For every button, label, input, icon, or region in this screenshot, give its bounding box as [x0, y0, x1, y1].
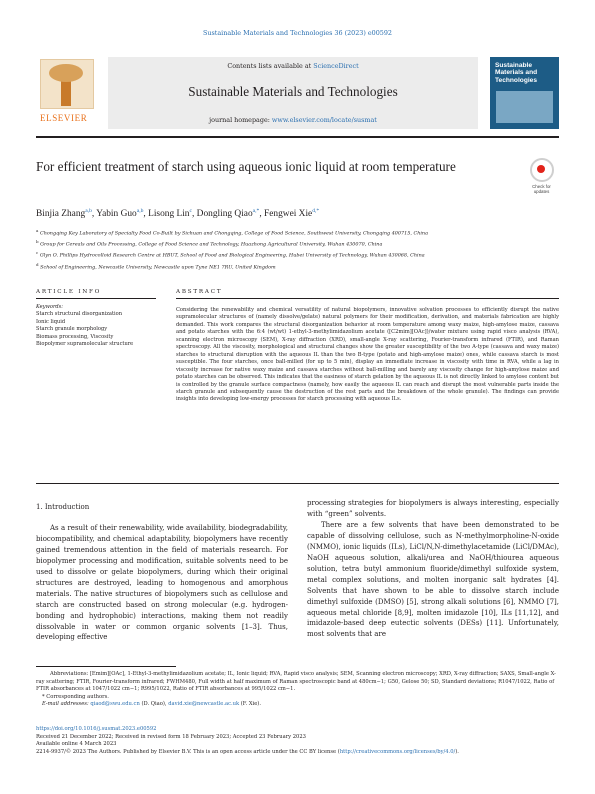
- body-paragraph: There are a few solvents that have been demonstrated to be capable of dissolving cellulose, such as N-methylmorpholine-N-oxide (NMMO), ionic liquids (ILs), LiCl/N,N-dimethylacetamide (LiCl/DMAc), NaOH aqueous solution, alkali/urea and NaOH/thiourea aqueous solution, tetra butyl ammonium fluoride/dimethyl sulfoxide system, metal complex solutions, and molten inorganic salt hydrates [4]. Solvents that have shown to be able to dissolve starch include dimethyl sulfoxide (DMSO) [5], strong alkali solutions [6], NMMO [7], aqueous metal chloride [8,9], molten imidazole [10], ILs [11,12], and imidazole-based deep eutectic solvents (DESs) [11]. Unfortunately, most solvents that are: [307, 520, 559, 639]
- email-link[interactable]: david.xie@newcastle.ac.uk: [168, 701, 240, 708]
- section-heading-introduction: 1. Introduction: [36, 503, 90, 511]
- body-paragraph: processing strategies for biopolymers is always interesting, especially with “green” solvents.: [307, 499, 559, 518]
- contents-line: Contents lists available at ScienceDirect: [227, 62, 359, 70]
- keyword-item: Biomass processing, Viscosity: [36, 333, 114, 340]
- homepage-link[interactable]: www.elsevier.com/locate/susmat: [271, 116, 377, 124]
- abstract-rule: [176, 298, 559, 299]
- author-affiliation-marker[interactable]: a,b: [85, 208, 92, 214]
- keyword-item: Ionic liquid: [36, 318, 66, 325]
- affiliation-item: $^c$ Glyn O. Phillips Hydrocolloid Research Centre at HBUT, School of Food and Biological Engineering, Hubei University of Technology, Wuhan 430068, China: [36, 250, 425, 260]
- license-line: 2214-9937/© 2023 The Authors. Published by Elsevier B.V. This is an open access article under the CC BY license (http://creativecommons.org/licenses/by/4.0/).: [36, 748, 459, 755]
- author-name[interactable]: Binjia Zhang: [36, 209, 86, 220]
- author-name[interactable]: Yabin Guo: [96, 209, 137, 220]
- keywords-label: Keywords:: [36, 304, 64, 310]
- author-name[interactable]: Fengwei Xie: [264, 209, 313, 220]
- abstract-heading: ABSTRACT: [176, 289, 223, 295]
- corresponding-note: * Corresponding authors.: [42, 693, 109, 700]
- elsevier-tree-icon: [40, 59, 94, 109]
- author-list: Binjia Zhang$^{a,b}$, Yabin Guo$^{a,b}$, Lisong Lin$^c$, Dongling Qiao$^{a,*}$, Fengwei Xie$^{d,*}$: [36, 208, 320, 220]
- cover-image: [496, 91, 553, 123]
- body-column-right: [307, 498, 559, 640]
- keyword-item: Starch granule morphology: [36, 326, 108, 333]
- article-info-heading: ARTICLE INFO: [36, 289, 102, 295]
- history-dates: Received 21 December 2022; Received in revised form 18 February 2023; Accepted 23 February 2023: [36, 733, 306, 740]
- affiliation-item: $^d$ School of Engineering, Newcastle University, Newcastle upon Tyne NE1 7RU, United Kingdom: [36, 261, 276, 271]
- keyword-item: Starch structural disorganization: [36, 311, 122, 318]
- journal-title: Sustainable Materials and Technologies: [188, 84, 398, 99]
- crossmark-icon: [530, 158, 554, 182]
- doi-link[interactable]: https://doi.org/10.1016/j.susmat.2023.e00592: [36, 726, 157, 732]
- body-column-left: [36, 502, 288, 643]
- author-name[interactable]: Lisong Lin: [148, 209, 190, 220]
- journal-citation[interactable]: Sustainable Materials and Technologies 36 (2023) e00592: [203, 29, 392, 37]
- abstract-text: Considering the renewability and chemical versatility of natural biopolymers, innovative solvation processes to efficiently disrupt the native supramolecular structures of (namely dissolve/gelate) natural polymers for their modification, derivation, and materials fabrication are highly demanded. This work compares the structural disorganization behavior at room temperature among waxy maize, high-amylose maize, cassava and potato starches with the 6:4 (wt/wt) 1-ethyl-3-methylimidazolium acetate ([C2mim][OAc])/water mixture using rapid visco analysis (RVA), scanning electron microscopy (SEM), X-ray diffraction (XRD), small-angle X-ray scattering, Fourier-transform infrared (FTIR), and Raman spectroscopy. All the viscosity, morphological and structural changes show the greater susceptibility of the two A-type (cassava and waxy maize) starches to structural disruption with the aqueous IL than the two B-type (potato and high-amylose maize) ones, while cassava starch is most susceptible. The four starches, once ball-milled (for up to 5 min), display an immediate increase in viscosity with time in RVA, while a lag in viscosity increase for native waxy maize and cassava starches without ball-milling and barely any viscosity change for high-amylose maize and potato starches can be observed. This indicates that the easiness of starch gelation by the aqueous IL is not directly linked to amylose content but is controlled by the granule surface compactness (namely, how easily the aqueous IL can reach and disrupt the most vulnerable parts inside the starch granule and subsequently cause the destruction of the rest parts and the breakdown of the whole granule). The findings can provide insights into developing low-energy processes for starch processing with aqueous ILs.: [176, 307, 559, 403]
- online-date: Available online 4 March 2023: [36, 741, 117, 747]
- article-footer: [36, 726, 559, 756]
- author-affiliation-marker[interactable]: a,b: [136, 208, 144, 214]
- journal-masthead: [36, 57, 559, 129]
- affiliations: [36, 227, 559, 272]
- author-name[interactable]: Dongling Qiao: [196, 209, 253, 220]
- keyword-item: Biopolymer supramolecular structure: [36, 341, 134, 348]
- article-info-rule: [36, 298, 156, 299]
- license-link[interactable]: http://creativecommons.org/licenses/by/4.0/: [339, 748, 456, 755]
- homepage-line: journal homepage: www.elsevier.com/locate/susmat: [209, 116, 377, 124]
- journal-cover[interactable]: [490, 57, 559, 129]
- journal-info-box: [108, 57, 478, 129]
- footnotes: [36, 671, 559, 709]
- abstract-end-rule: [36, 483, 559, 484]
- cover-title: Sustainable Materials and Technologies: [495, 62, 538, 84]
- abbreviations-note: Abbreviations: [Emim][OAc], 1-Ethyl-3-methylimidazolium acetate; IL, Ionic liquid; RVA, Rapid visco analysis; SEM, Scanning electron microscopy; XRD, X-ray diffraction; SAXS, Small-angle X-ray scattering; FTIR, Fourier-transform infrared; FWHM480, Full width at half maximum of Raman spectroscopic band at 480cm−1; G50, Gelose 50; SD, Standard deviations; R1047/1022, Ratio of FTIR absorbances at 1047/1022 cm−1; R995/1022, Ratio of FTIR absorbances at 995/1022 cm−1.: [36, 671, 556, 693]
- keywords-block: [36, 304, 156, 348]
- footnote-rule: [36, 666, 176, 667]
- affiliation-item: $^a$ Chongqing Key Laboratory of Specialty Food Co-Built by Sichuan and Chongqing, College of Food Science, Southwest University, Chongqing 400715, China: [36, 228, 428, 237]
- article-title: For efficient treatment of starch using aqueous ionic liquid at room temperature: [36, 159, 456, 174]
- masthead-rule: [36, 136, 559, 138]
- body-paragraph: As a result of their renewability, wide availability, biodegradability, biocompatibility, and chemical adaptability, biopolymers have recently gained tremendous attention in the field of materials research. For biopolymer processing and modification, suitable solvents need to be used to dissolve or gelate biopolymers, during which their original structures are destroyed, leading to homogenous and amorphous materials. The native structures of biopolymers such as cellulose and starch are constructed based on strong molecular (e.g. hydrogen-bonding and hydrophobic) interactions, making them not readily dissolvable in water or common organic solvents [1–3]. Thus, developing effective: [36, 523, 288, 642]
- author-affiliation-marker[interactable]: a,*: [252, 208, 260, 214]
- author-affiliation-marker[interactable]: c: [189, 208, 192, 214]
- publisher-name: ELSEVIER: [40, 113, 88, 123]
- email-link[interactable]: qiaod@swu.edu.cn: [90, 701, 140, 708]
- author-affiliation-marker[interactable]: d,*: [312, 208, 320, 214]
- sciencedirect-link[interactable]: ScienceDirect: [313, 62, 359, 70]
- email-note: E-mail addresses: qiaod@swu.edu.cn (D. Qiao), david.xie@newcastle.ac.uk (F. Xie).: [42, 701, 261, 708]
- check-for-updates-label: Check for updates: [532, 184, 551, 194]
- elsevier-logo: [36, 57, 96, 127]
- affiliation-item: $^b$ Group for Cereals and Oils Processing, College of Food Science and Technology, Huazhong Agricultural University, Wuhan 430070, China: [36, 239, 383, 248]
- check-for-updates-badge[interactable]: [524, 158, 559, 194]
